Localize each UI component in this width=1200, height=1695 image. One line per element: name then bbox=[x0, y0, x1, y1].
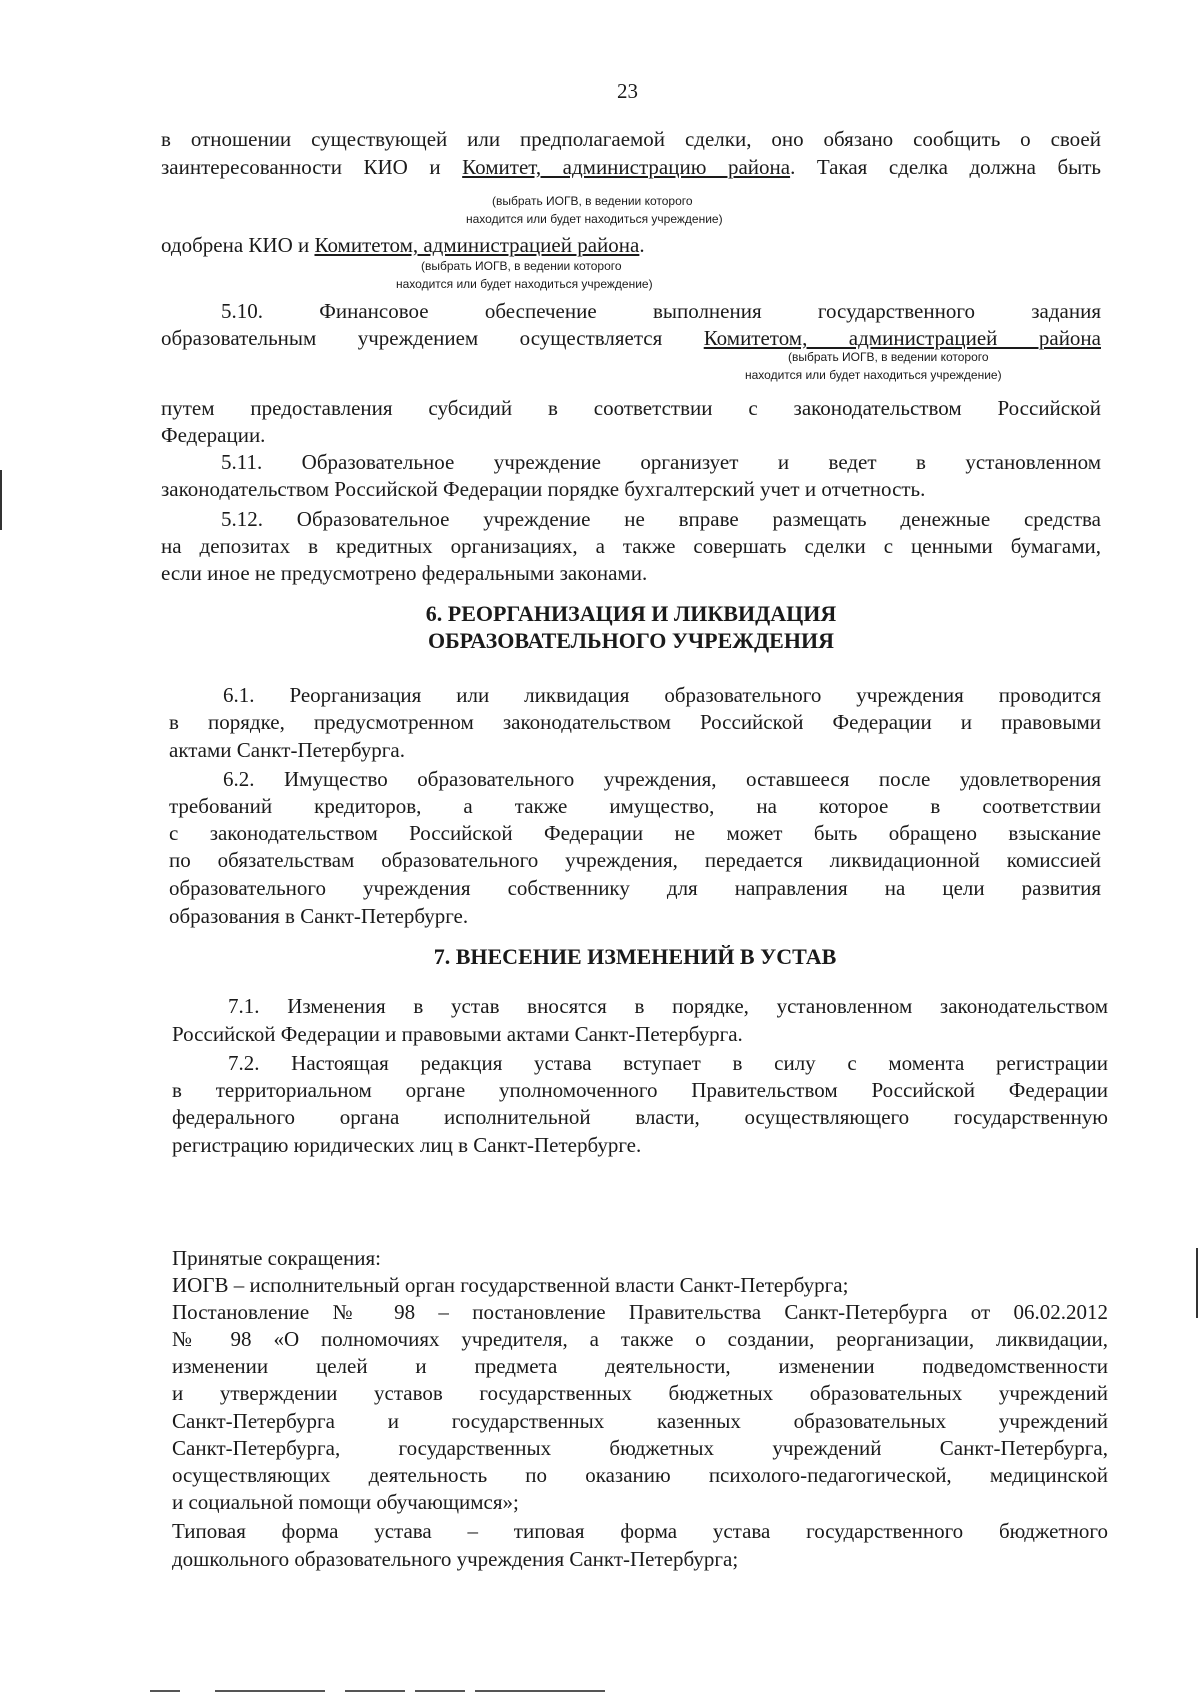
cut-off-line-5 bbox=[475, 1690, 605, 1692]
p62-line3: с законодательством Российской Федерации не может быть обращено взыскание bbox=[169, 821, 1101, 845]
abbr-post-line5: Санкт-Петербурга и государственных казенных образовательных учреждений bbox=[172, 1409, 1108, 1433]
p72-line3: федерального органа исполнительной власти, осуществляющего государственную bbox=[172, 1105, 1108, 1129]
abbr-tip-line2: дошкольного образовательного учреждения Санкт-Петербурга; bbox=[172, 1547, 739, 1571]
note2-line2: находится или будет находиться учреждение) bbox=[396, 277, 653, 291]
p72-line4: регистрацию юридических лиц в Санкт-Петербурге. bbox=[172, 1133, 642, 1157]
abbr-post-line7: осуществляющих деятельность по оказанию психолого-педагогической, медицинской bbox=[172, 1463, 1108, 1487]
p510-line2-text: образовательным учреждением осуществляется bbox=[161, 326, 704, 350]
p72-line1: 7.2. Настоящая редакция устава вступает в силу с момента регистрации bbox=[228, 1051, 1108, 1075]
abbr-post-line3: изменении целей и предмета деятельности, изменении подведомственности bbox=[172, 1354, 1108, 1378]
p510-line2 bbox=[161, 325, 1101, 352]
p71-line1: 7.1. Изменения в устав вносятся в порядке, установленном законодательством bbox=[228, 994, 1108, 1018]
p62-line2: требований кредиторов, а также имущество, на которое в соответствии bbox=[169, 794, 1101, 818]
abbr-iogv: ИОГВ – исполнительный орган государственной власти Санкт-Петербурга; bbox=[172, 1273, 849, 1297]
section7-title: 7. ВНЕСЕНИЕ ИЗМЕНЕНИЙ В УСТАВ bbox=[433, 944, 837, 969]
note3-line1: (выбрать ИОГВ, в ведении которого bbox=[788, 350, 989, 364]
p2-iogv-choice: Комитетом, администрацией района bbox=[314, 233, 640, 257]
p2-text-b: . bbox=[639, 233, 645, 257]
p1-line2 bbox=[161, 154, 1101, 181]
abbr-post-line6: Санкт-Петербурга, государственных бюджетных учреждений Санкт-Петербурга, bbox=[172, 1436, 1108, 1460]
p510-line4: Федерации. bbox=[161, 423, 266, 447]
p61-line3: актами Санкт-Петербурга. bbox=[169, 738, 405, 762]
p61-line1: 6.1. Реорганизация или ликвидация образовательного учреждения проводится bbox=[223, 683, 1101, 707]
p61-line2: в порядке, предусмотренном законодательством Российской Федерации и правовыми bbox=[169, 710, 1101, 734]
abbr-tip-line1: Типовая форма устава – типовая форма устава государственного бюджетного bbox=[172, 1519, 1108, 1543]
p62-line6: образования в Санкт-Петербурге. bbox=[169, 904, 469, 928]
p512-line1: 5.12. Образовательное учреждение не вправе размещать денежные средства bbox=[221, 507, 1101, 531]
abbreviations-heading: Принятые сокращения: bbox=[172, 1246, 381, 1270]
p1-line2-text-b: . Такая сделка должна быть bbox=[790, 155, 1101, 179]
p62-line4: по обязательствам образовательного учреждения, передается ликвидационной комиссией bbox=[169, 848, 1101, 872]
p71-line2: Российской Федерации и правовыми актами Санкт-Петербурга. bbox=[172, 1022, 743, 1046]
p512-line2: на депозитах в кредитных организациях, а также совершать сделки с ценными бумагами, bbox=[161, 534, 1101, 558]
p510-iogv-choice: Комитетом, администрацией района bbox=[703, 326, 1101, 350]
p511-line2: законодательством Российской Федерации порядке бухгалтерский учет и отчетность. bbox=[161, 477, 926, 501]
section6-title-line1: 6. РЕОРГАНИЗАЦИЯ И ЛИКВИДАЦИЯ bbox=[425, 601, 837, 626]
abbr-post-line8: и социальной помощи обучающимся»; bbox=[172, 1490, 519, 1514]
p510-line3: путем предоставления субсидий в соответствии с законодательством Российской bbox=[161, 396, 1101, 420]
p62-line1: 6.2. Имущество образовательного учреждения, оставшееся после удовлетворения bbox=[223, 767, 1101, 791]
note2-line1: (выбрать ИОГВ, в ведении которого bbox=[421, 259, 622, 273]
page-number: 23 bbox=[617, 79, 638, 103]
note1-line1: (выбрать ИОГВ, в ведении которого bbox=[492, 194, 693, 208]
p1-iogv-choice: Комитет, администрацию района bbox=[462, 155, 791, 179]
p1-line2-text-a: заинтересованности КИО и bbox=[161, 155, 463, 179]
note3-line2: находится или будет находиться учреждение) bbox=[745, 368, 1002, 382]
scan-edge-left bbox=[0, 470, 2, 530]
note1-line2: находится или будет находиться учреждение) bbox=[466, 212, 723, 226]
cut-off-line-2 bbox=[215, 1690, 325, 1692]
abbr-post-line4: и утверждении уставов государственных бюджетных образовательных учреждений bbox=[172, 1381, 1108, 1405]
cut-off-line-1 bbox=[150, 1690, 180, 1692]
p62-line5: образовательного учреждения собственнику для направления на цели развития bbox=[169, 876, 1101, 900]
p1-line1: в отношении существующей или предполагаемой сделки, оно обязано сообщить о своей bbox=[161, 127, 1101, 151]
cut-off-line-4 bbox=[415, 1690, 465, 1692]
p72-line2: в территориальном органе уполномоченного Правительством Российской Федерации bbox=[172, 1078, 1108, 1102]
abbr-post-line1: Постановление № 98 – постановление Правительства Санкт-Петербурга от 06.02.2012 bbox=[172, 1300, 1108, 1324]
p2-line bbox=[161, 232, 645, 259]
abbr-post-line2: № 98 «О полномочиях учредителя, а также о создании, реорганизации, ликвидации, bbox=[172, 1327, 1108, 1351]
scan-edge-right bbox=[1196, 1248, 1198, 1318]
section6-title-line2: ОБРАЗОВАТЕЛЬНОГО УЧРЕЖДЕНИЯ bbox=[428, 628, 834, 653]
p510-line1: 5.10. Финансовое обеспечение выполнения государственного задания bbox=[221, 299, 1101, 323]
p511-line1: 5.11. Образовательное учреждение организует и ведет в установленном bbox=[221, 450, 1101, 474]
p2-text-a: одобрена КИО и bbox=[161, 233, 315, 257]
p512-line3: если иное не предусмотрено федеральными законами. bbox=[161, 561, 648, 585]
cut-off-line-3 bbox=[345, 1690, 405, 1692]
